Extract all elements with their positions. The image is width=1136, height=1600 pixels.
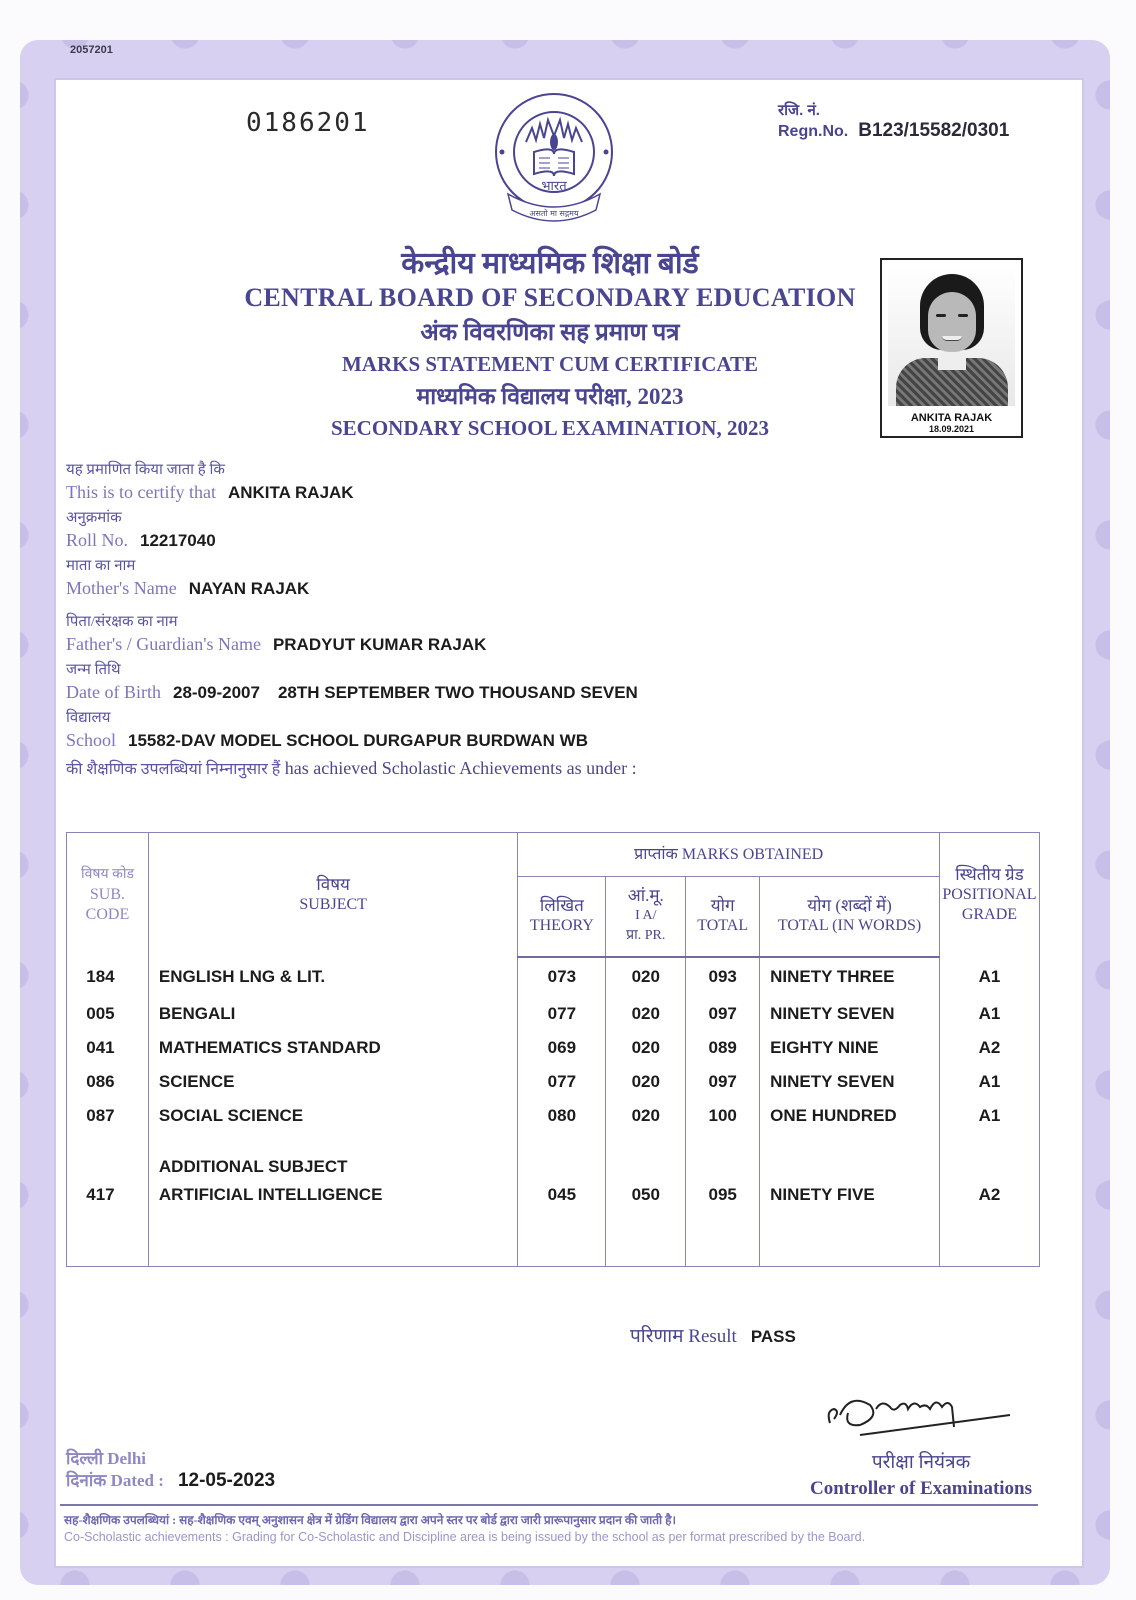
date-block [66, 1468, 275, 1492]
table-row: 086 SCIENCE 077 020 097 NINETY SEVEN A1 [67, 1065, 1040, 1099]
controller-hi: परीक्षा नियंत्रक [871, 1452, 971, 1473]
field-dob: जन्म तिथि Date of Birth 28-09-2007 28TH SEPTEMBER TWO THOUSAND SEVEN [66, 662, 638, 702]
table-row: 087 SOCIAL SCIENCE 080 020 100 ONE HUNDRED A1 [67, 1099, 1040, 1133]
col-grade: स्थितीय ग्रेड POSITIONAL GRADE [939, 833, 1039, 957]
photo-image [888, 266, 1015, 406]
result-label: परिणाम Result [630, 1326, 737, 1347]
svg-text:भारत: भारत [541, 179, 567, 194]
dated-label: दिनांक Dated : [66, 1471, 164, 1490]
table-row: 041 MATHEMATICS STANDARD 069 020 089 EIGHTY NINE A2 [67, 1031, 1040, 1065]
field-mother-name: माता का नाम Mother's Name NAYAN RAJAK [66, 558, 310, 598]
footer-divider [60, 1504, 1038, 1506]
controller-block [806, 1450, 1036, 1502]
controller-en: Controller of Examinations [809, 1478, 1033, 1499]
registration-block [778, 100, 1009, 142]
col-sub-code: विषय कोड SUB. CODE [67, 833, 149, 957]
board-name-en: CENTRAL BOARD OF SECONDARY EDUCATION [244, 283, 856, 312]
field-certify: यह प्रमाणित किया जाता है कि This is to certify that ANKITA RAJAK [66, 462, 354, 502]
place: दिल्ली Delhi [66, 1449, 147, 1468]
table-row: 184 ENGLISH LNG & LIT. 073 020 093 NINETY THREE A1 [67, 957, 1040, 997]
roll-number: 12217040 [140, 531, 216, 550]
doc-type-hi: अंक विवरणिका सह प्रमाण पत्र [420, 320, 680, 346]
photo-caption-date: 18.09.2021 [928, 424, 975, 434]
board-name-hi: केन्द्रीय माध्यमिक शिक्षा बोर्ड [401, 247, 699, 280]
mother-name: NAYAN RAJAK [188, 579, 310, 598]
col-marks-obtained: प्राप्तांक MARKS OBTAINED [518, 833, 940, 877]
roll-label: Roll No. [66, 530, 129, 550]
header-titles [220, 245, 880, 441]
cbse-emblem-icon [484, 90, 624, 230]
dob-words: 28TH SEPTEMBER TWO THOUSAND SEVEN [277, 683, 638, 702]
certify-label: This is to certify that [66, 482, 216, 502]
candidate-photo [880, 258, 1023, 438]
marks-table [66, 832, 1040, 1267]
col-total-words: योग (शब्दों में) TOTAL (IN WORDS) [760, 877, 940, 957]
doc-type-en: MARKS STATEMENT CUM CERTIFICATE [341, 352, 758, 376]
dob-label: Date of Birth [66, 682, 161, 702]
col-total: योग TOTAL [686, 877, 760, 957]
father-label: Father's / Guardian's Name [66, 634, 261, 654]
photo-caption-name: ANKITA RAJAK [910, 412, 993, 424]
dated-value: 12-05-2023 [177, 1470, 276, 1491]
additional-subject-label-row [67, 1133, 1040, 1177]
field-roll-no: अनुक्रमांक Roll No. 12217040 [66, 510, 216, 550]
achievements-line: की शैक्षणिक उपलब्धियां निम्नानुसार हैं has achieved Scholastic Achievements as under : [66, 758, 637, 778]
result-block [630, 1322, 796, 1348]
field-school: विद्यालय School 15582-DAV MODEL SCHOOL DURGAPUR BURDWAN WB [66, 710, 589, 750]
col-ia: आं.मू. I A/ प्रा. PR. [606, 877, 686, 957]
candidate-details [66, 460, 786, 782]
top-serial: 2057201 [70, 44, 113, 56]
father-name: PRADYUT KUMAR RAJAK [272, 635, 487, 654]
school-label: School [66, 730, 117, 750]
table-row: 005 BENGALI 077 020 097 NINETY SEVEN A1 [67, 997, 1040, 1031]
regn-label-en: Regn.No. [778, 123, 849, 140]
table-row-additional: 417 ARTIFICIAL INTELLIGENCE 045 050 095 NINETY FIVE A2 [67, 1177, 1040, 1267]
candidate-name: ANKITA RAJAK [227, 483, 354, 502]
result-value: PASS [750, 1327, 796, 1346]
col-subject: विषय SUBJECT [148, 833, 517, 957]
exam-name-hi: माध्यमिक विद्यालय परीक्षा, 2023 [416, 384, 684, 409]
dob-value: 28-09-2007 [172, 683, 260, 702]
photo-caption [882, 412, 1021, 434]
exam-name-en: SECONDARY SCHOOL EXAMINATION, 2023 [331, 416, 769, 440]
school-name: 15582-DAV MODEL SCHOOL DURGAPUR BURDWAN WB [128, 731, 589, 750]
serial-number: 0186201 [246, 108, 370, 138]
additional-subject-label: ADDITIONAL SUBJECT [148, 1133, 517, 1177]
svg-text:असतो मा सद्गमय: असतो मा सद्गमय [529, 209, 579, 218]
mother-label: Mother's Name [66, 578, 177, 598]
footer-note-en: Co-Scholastic achievements : Grading for Co-Scholastic and Discipline area is being issued by the school as per format prescribed by the Board. [64, 1530, 866, 1544]
regn-label-hi: रजि. नं. [778, 102, 820, 119]
field-father-name: पिता/संरक्षक का नाम Father's / Guardian's Name PRADYUT KUMAR RAJAK [66, 614, 487, 654]
signature-icon [820, 1385, 1020, 1440]
footer-note-hi: सह-शैक्षणिक उपलब्धियां : सह-शैक्षणिक एवम् अनुशासन क्षेत्र में ग्रेडिंग विद्यालय द्वारा अपने स्तर पर बोर्ड द्वारा जारी प्रारूपानुसार प्रदान की जाती है। [64, 1513, 677, 1527]
col-theory: लिखित THEORY [518, 877, 606, 957]
regn-number: B123/15582/0301 [858, 120, 1010, 141]
